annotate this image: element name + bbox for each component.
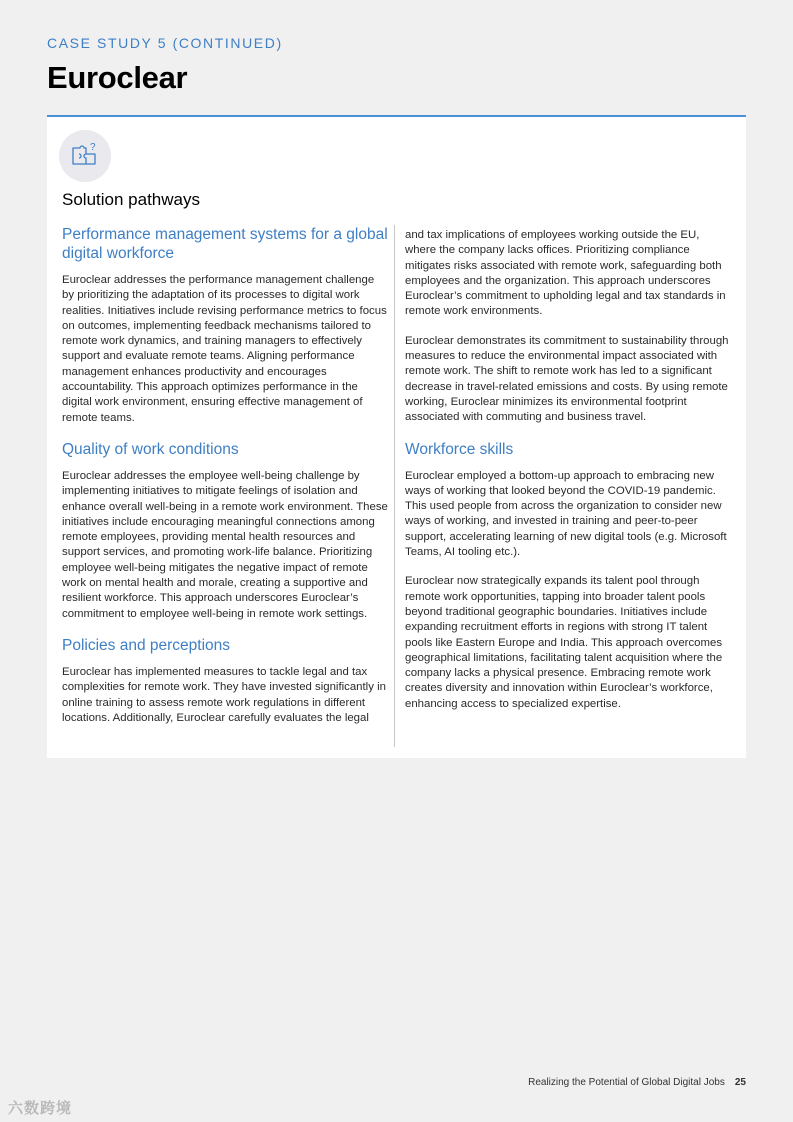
column-divider — [394, 225, 395, 747]
subheading-policies-perceptions: Policies and perceptions — [62, 636, 231, 654]
subheading-performance-management: Performance management systems for a global digital workforce — [62, 226, 388, 262]
page-number: 25 — [734, 1077, 746, 1088]
paragraph: Euroclear demonstrates its commitment to sustainability through measures to reduce the environmental impact associated with remote work. The shift to remote work has led to a significant decrease in travel-related emissions and costs. By using remote working, Euroclear minimizes its environmental footprint associated with commuting and business travel. — [405, 334, 729, 424]
paragraph: Euroclear employed a bottom-up approach to embracing new ways of working that looked beyond the COVID-19 pandemic. This used people from across the organization to consider new ways of working, and invested in training and peer-to-peer support, accelerating learning of new digital tools (e.g. Microsoft Teams, AI tooling etc.). — [405, 469, 727, 559]
paragraph: Euroclear addresses the employee well-being challenge by implementing initiatives to mitigate feelings of isolation and enhance overall well-being in a remote work environment. These initiatives include encouraging meaningful connections among remote employees, providing mental health resources and support services, and promoting work-life balance. Prioritizing employee well-being mitigates the negative impact of remote work on mental health and morale, creating a supportive and resilient workforce. This approach underscores Euroclear’s commitment to employee well-being in remote work settings. — [62, 469, 388, 620]
page-footer — [528, 1077, 746, 1088]
left-column — [62, 225, 388, 740]
puzzle-question-icon — [59, 130, 111, 182]
page-title: Euroclear — [47, 60, 188, 95]
paragraph: Euroclear has implemented measures to tackle legal and tax complexities for remote work. They have invested significantly in online training to assess remote work regulations in different locations. Additionally, Euroclear carefully evaluates the legal — [62, 665, 386, 724]
subheading-quality-of-work: Quality of work conditions — [62, 440, 239, 458]
paragraph: Euroclear addresses the performance management challenge by prioritizing the adaptation of its processes to digital work realities. Initiatives include revising performance metrics to focus on outcomes, implementing feedback mechanisms tailored to remote work dynamics, and training managers to effectively support and evaluate remote teams. Aligning performance management enhances productivity and encourages accountability. This approach optimizes performance in the digital work environment, ensuring effective management of remote teams. — [62, 274, 387, 424]
report-title: Realizing the Potential of Global Digital Jobs — [528, 1077, 725, 1088]
paragraph: and tax implications of employees working outside the EU, where the company lacks offices. Prioritizing compliance mitigates risks associated with remote work, safeguarding both employees and the organization. This approach underscores Euroclear’s commitment to upholding legal and tax standards in remote work environments. — [405, 229, 726, 318]
solution-card — [47, 115, 746, 758]
right-column — [405, 228, 731, 726]
svg-text:?: ? — [90, 142, 96, 153]
case-study-kicker: CASE STUDY 5 (CONTINUED) — [47, 35, 283, 51]
subheading-workforce-skills: Workforce skills — [405, 440, 514, 458]
watermark-logo: 六数跨境 — [8, 1100, 73, 1117]
section-title: Solution pathways — [62, 190, 200, 209]
paragraph: Euroclear now strategically expands its talent pool through remote work opportunities, tapping into broader talent pools beyond traditional geographic boundaries. Initiatives include expanding recruitment efforts in regions with strong IT talent pools like Eastern Europe and India. This approach overcomes geographical limitations, facilitating talent acquisition where the company lacks a physical presence. Embracing remote work creates diversity and innovation within Euroclear’s workforce, enhancing access to specialized expertise. — [405, 575, 723, 710]
